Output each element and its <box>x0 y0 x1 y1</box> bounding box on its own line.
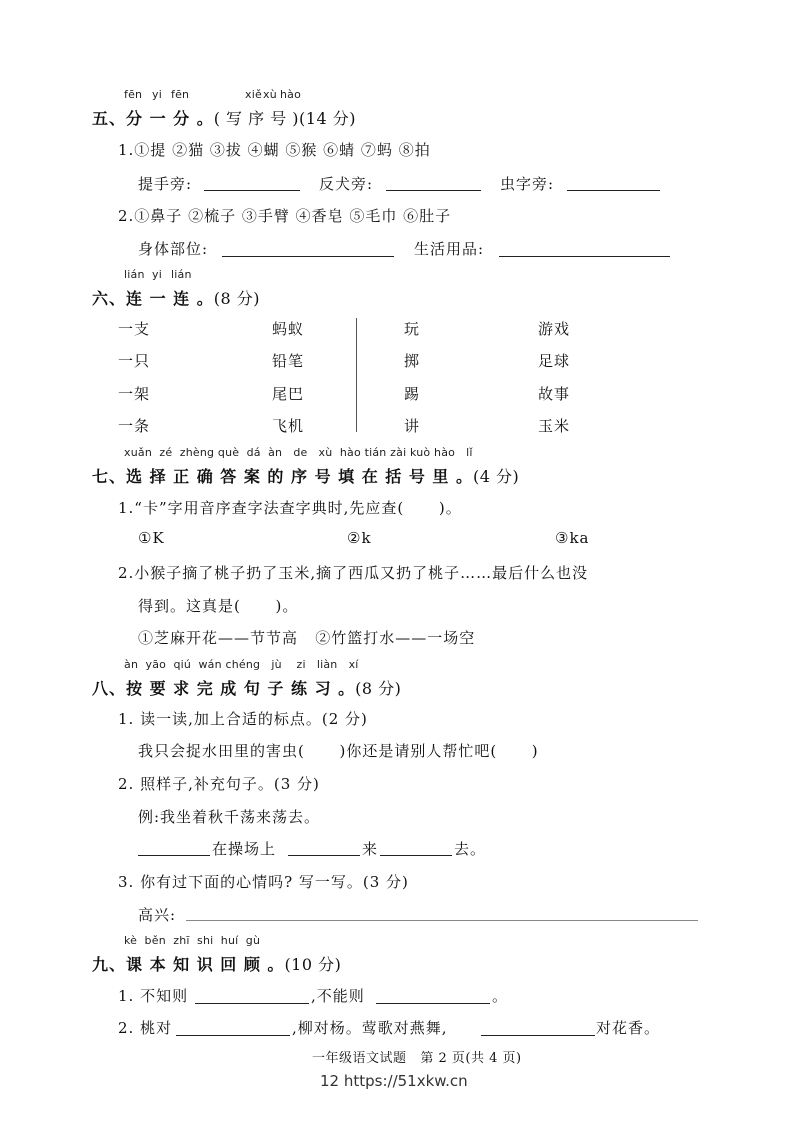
section-meta: (4 分) <box>473 467 520 486</box>
answer-blank[interactable] <box>499 256 670 257</box>
question-text: 1.“卡”字用音序查字法查字典时,先应查( )。 <box>118 499 462 517</box>
option[interactable]: ②k <box>347 529 372 547</box>
match-item[interactable]: 足球 <box>538 352 571 370</box>
question-text: 1. 读一读,加上合适的标点。(2 分) <box>118 710 368 728</box>
page-footer: 一年级语文试题 第 2 页(共 4 页) <box>312 1051 522 1066</box>
answer-label: 身体部位: <box>138 240 209 258</box>
divider <box>356 318 357 432</box>
match-item[interactable]: 一条 <box>118 417 151 435</box>
answer-blank[interactable] <box>380 855 452 856</box>
question-text: 2. 照样子,补充句子。(3 分) <box>118 775 320 793</box>
answer-blank[interactable] <box>176 1035 290 1036</box>
section-title <box>92 106 356 129</box>
watermark-link[interactable]: 12 https://51xkw.cn <box>320 1072 468 1090</box>
pinyin: lián <box>124 268 145 281</box>
pinyin: yi <box>152 268 162 281</box>
match-item[interactable]: 一支 <box>118 320 151 338</box>
section-meta: (8 分) <box>213 289 260 308</box>
match-item[interactable]: 玉米 <box>538 417 571 435</box>
answer-label: 生活用品: <box>414 240 485 258</box>
answer-label: 提手旁: <box>138 175 193 193</box>
question-text: 2.①鼻子 ②梳子 ③手臂 ④香皂 ⑤毛巾 ⑥肚子 <box>118 207 452 225</box>
pinyin: xuǎn zé zhèng què dá àn de xù hào tián zài kuò hào lǐ <box>124 446 473 459</box>
match-item[interactable]: 游戏 <box>538 320 571 338</box>
match-item[interactable]: 尾巴 <box>272 385 305 403</box>
match-item[interactable]: 故事 <box>538 385 571 403</box>
match-item[interactable]: 一只 <box>118 352 151 370</box>
section-title-text: 七、选 择 正 确 答 案 的 序 号 填 在 括 号 里 。 <box>92 467 473 486</box>
match-item[interactable]: 讲 <box>404 417 421 435</box>
section-title <box>92 464 519 487</box>
pinyin: fēn <box>124 88 143 101</box>
section-title-text: 五、分 一 分 。 <box>92 109 214 128</box>
pinyin: yi <box>152 88 162 101</box>
example-text: 例:我坐着秋千荡来荡去。 <box>138 808 321 826</box>
answer-label: 高兴: <box>138 906 177 924</box>
match-item[interactable]: 掷 <box>404 352 421 370</box>
answer-blank[interactable] <box>222 256 394 257</box>
question-text: 2.小猴子摘了桃子扔了玉米,摘了西瓜又扔了桃子……最后什么也没 <box>118 564 589 582</box>
answer-blank[interactable] <box>567 190 660 191</box>
pinyin: fēn <box>171 88 190 101</box>
question-text: 1. 不知则 <box>118 987 189 1005</box>
question-text: 对花香。 <box>596 1019 661 1037</box>
section-title <box>92 286 260 309</box>
pinyin: xiě <box>245 88 262 101</box>
option[interactable]: ③ka <box>555 529 590 547</box>
question-text: 在操场上 <box>212 840 277 858</box>
section-meta: (10 分) <box>284 955 342 974</box>
question-text: ,柳对杨。莺歌对燕舞, <box>292 1019 448 1037</box>
pinyin: hào <box>280 88 302 101</box>
match-item[interactable]: 踢 <box>404 385 421 403</box>
answer-blank[interactable] <box>481 1035 595 1036</box>
section-meta: ( 写 序 号 )(14 分) <box>213 109 356 128</box>
section-title-text: 八、按 要 求 完 成 句 子 练 习 。 <box>92 679 356 698</box>
match-item[interactable]: 铅笔 <box>272 352 305 370</box>
section-meta: (8 分) <box>355 679 402 698</box>
question-text: 。 <box>492 987 509 1005</box>
match-item[interactable]: 一架 <box>118 385 151 403</box>
match-item[interactable]: 飞机 <box>272 417 305 435</box>
answer-blank[interactable] <box>288 855 360 856</box>
pinyin: xù <box>263 88 277 101</box>
match-item[interactable]: 蚂蚁 <box>272 320 305 338</box>
question-text: 2. 桃对 <box>118 1019 173 1037</box>
answer-blank[interactable] <box>195 1003 309 1004</box>
answer-blank[interactable] <box>138 855 210 856</box>
answer-blank[interactable] <box>386 190 481 191</box>
section-title <box>92 952 341 975</box>
question-text: 3. 你有过下面的心情吗? 写一写。(3 分) <box>118 873 409 891</box>
answer-blank[interactable] <box>204 190 300 191</box>
question-text: 1.①提 ②猫 ③拔 ④蝴 ⑤猴 ⑥蜻 ⑦蚂 ⑧拍 <box>118 141 431 159</box>
question-text: 来 <box>362 840 379 858</box>
answer-blank[interactable] <box>376 1003 490 1004</box>
answer-label: 反犬旁: <box>319 175 374 193</box>
section-title-text: 九、课 本 知 识 回 顾 。 <box>92 955 285 974</box>
question-text: 得到。这真是( )。 <box>138 597 299 615</box>
answer-blank[interactable] <box>186 920 698 921</box>
answer-label: 虫字旁: <box>500 175 555 193</box>
option[interactable]: ①K <box>138 529 165 547</box>
question-text: 我只会捉水田里的害虫( )你还是请别人帮忙吧( ) <box>138 742 539 760</box>
section-title <box>92 676 401 699</box>
question-text: ,不能则 <box>311 987 365 1005</box>
pinyin: lián <box>171 268 192 281</box>
option: ①芝麻开花——节节高 ②竹篮打水——一场空 <box>138 629 476 647</box>
question-text: 去。 <box>454 840 487 858</box>
pinyin: àn yāo qiú wán chéng jù zi liàn xí <box>124 658 359 671</box>
match-item[interactable]: 玩 <box>404 320 421 338</box>
pinyin: kè běn zhī shi huí gù <box>124 934 261 947</box>
section-title-text: 六、连 一 连 。 <box>92 289 214 308</box>
